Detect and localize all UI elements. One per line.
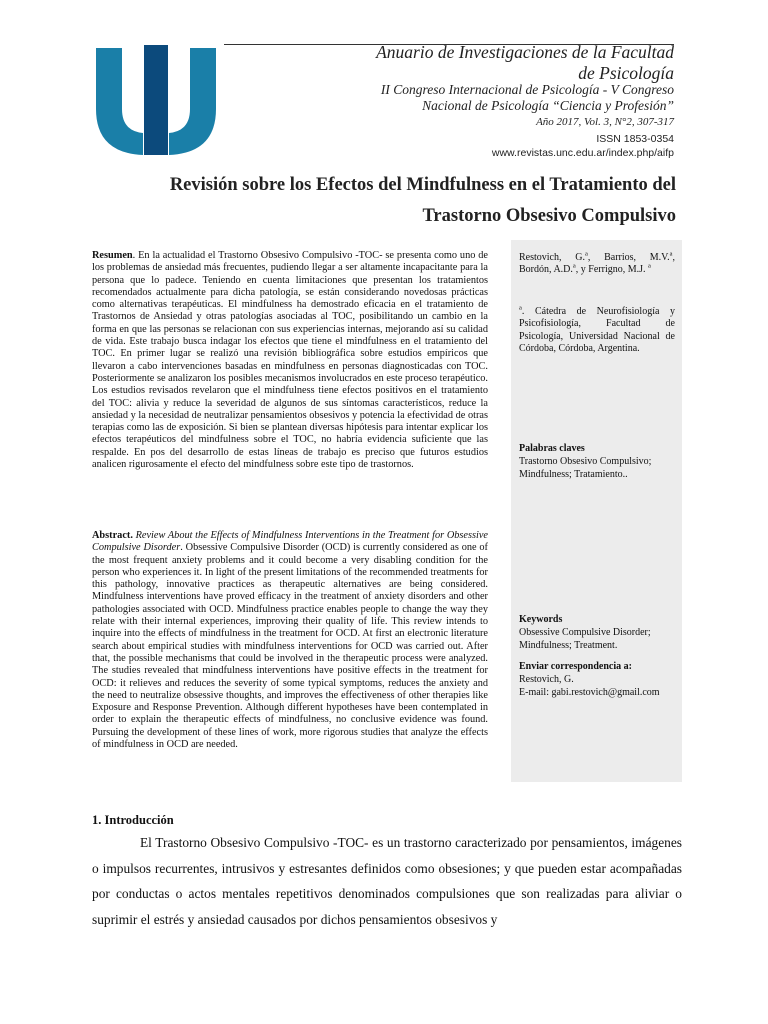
author-affiliation-mark: a [669,250,673,258]
affiliation-text: . Cátedra de Neurofisiología y Psicofisiología, Facultad de Psicología, Universidad Nacional de Córdoba, Córdoba, Argentina. [519,306,675,355]
journal-website-link[interactable]: www.revistas.unc.edu.ar/index.php/aifp [491,147,674,159]
congress-line1: II Congreso Internacional de Psicología - V Congreso [380,82,674,97]
article-title-line2: Trastorno Obsesivo Compulsivo [422,206,676,226]
keywords-es-text: Trastorno Obsesivo Compulsivo; Mindfulness; Tratamiento.. [519,456,652,480]
author-name: , y Ferrigno, M.J. [575,264,646,276]
resumen-text: . En la actualidad el Trastorno Obsesivo Compulsivo -TOC- se presenta como uno de los problemas de ansiedad más frecuentes, pudiendo llegar a ser altamente incapacitante para la persona que lo padece. Teniendo en cuenta limitaciones que presentan los tratamientos recomendados actualmente para dicha patología, se están considerando novedosas prácticas como alternativas terapéuticas. El mindfulness ha demostrado eficacia en el tratamiento de Trastornos de Ansiedad y otras patologías asociadas al TOC, posibilitando un cambio en la forma en que las personas se relacionan con sus experiencias internas, mejorando así su calidad de vida. Este trabajo busca indagar los efectos que tiene el mindfulness en el tratamiento del TOC. En primer lugar se realizó una revisión bibliográfica sobre estudios empíricos que llevaron a cabo intervenciones basadas en mindfulness en personas diagnosticadas con TOC. Posteriormente se analizaron los posibles mecanismos involucrados en este proceso terapéutico. Los estudios revisados revelaron que el mindfulness tiene efectos positivos en el tratamiento del TOC: alivia y reduce la severidad de algunos de sus síntomas característicos, reduce la ansiedad y la necesidad de neutralizar pensamientos obsesivos y potencia la efectividad de otras terapias como las de exposición. Si bien se plantean diversas hipótesis para intentar explicar los efectos terapéuticos del mindfulness sobre el TOC, no habría evidencia suficiente que las respalde. En pos del desarrollo de estas líneas de trabajo es preciso que futuros estudios analicen rigurosamente el efecto del mindfulness sobre este tipo de trastornos. [92,250,488,471]
issn: ISSN 1853-0354 [596,133,674,145]
keywords-es [519,443,675,481]
abstract-label: Abstract. [92,530,133,541]
intro-paragraph [92,830,682,932]
correspondence [519,661,675,699]
correspondence-title: Enviar correspondencia a: [519,661,632,672]
abstract-text: . Obsessive Compulsive Disorder (OCD) is currently considered as one of the most frequent anxiety problems and it could become a very disabling condition for the person who experiences it. In light of the present limitations of the recommended treatments for this pathology, innovative practices as therapeutic alternatives are being considered. Mindfulness interventions have proved efficacy in the treatment of anxiety disorders and other pathologies associated with OCD. Mindfulness practice enables people to change the way they relate with their internal experiences, improving their quality of life. This review intends to inquire into the effects of mindfulness in the treatment for OCD. At first an electronic literature search about empirical studies with mindfulness interventions for OCD was carried out. After that, the possible mechanisms that could be involved in the therapeutic process were analyzed. The studies revealed that mindfulness interventions have positive effects in the treatment for OCD: it relieves and reduces the severity of some typical symptoms, reduces the anxiety and the need to neutralize obsessive thoughts, and improves the effectiveness of other therapies like Exposure and Response Prevention. Although different hypotheses have been contemplated in order to explain the therapeutic effects of mindfulness, no conclusive evidence was found. Pursuing the development of these lines of work, more rigorous studies that analyze the effects of mindfulness in OCD are needed. [92,542,488,751]
authors [519,252,675,277]
author-name: Restovich, G. [519,252,585,263]
congress-line2: Nacional de Psicología “Ciencia y Profesión” [422,98,674,113]
article-title [100,170,676,232]
congress-name [254,82,674,114]
author-affiliation-mark: a [584,250,588,258]
correspondence-email[interactable]: E-mail: gabi.restovich@gmail.com [519,686,660,698]
journal-name-line2: de Psicología [578,63,674,83]
keywords-en [519,614,675,652]
article-title-line1: Revisión sobre los Efectos del Mindfulness en el Tratamiento del [169,175,676,195]
resumen-label: Resumen [92,250,133,261]
correspondence-name: Restovich, G. [519,674,574,686]
volume-info: Año 2017, Vol. 3, N°2, 307-317 [536,116,674,128]
author-affiliation-mark: a [648,263,651,271]
section-heading-introduccion: 1. Introducción [92,813,174,827]
author-name: , Bordón, A.D. [519,252,676,276]
journal-name-line1: Anuario de Investigaciones de la Facultad [376,42,674,62]
author-name: , Barrios, M.V. [587,252,670,263]
intro-text: El Trastorno Obsesivo Compulsivo -TOC- es un trastorno caracterizado por pensamientos, imágenes o impulsos recurrentes, intrusivos y estresantes definidos como obsesiones; y que pueden estar acompañadas por conductas o actos mentales repetitivos denominados compulsiones que son realizadas para aliviar o suprimir el estrés y ansiedad causados por dichos pensamientos obsesivos y [92,835,682,927]
abstract-english-title: Review About the Effects of Mindfulness Interventions in the Treatment for Obsessive Compulsive Disorder [92,530,488,554]
psi-letter-logo-icon [96,45,216,155]
affiliation [519,306,675,356]
keywords-en-text: Obsessive Compulsive Disorder; Mindfulness; Treatment. [519,627,651,651]
abstract-block [92,530,488,751]
keywords-es-title: Palabras claves [519,443,585,454]
resumen-block [92,250,488,471]
journal-name [254,42,674,84]
affiliation-mark: a [519,304,522,312]
author-affiliation-mark: a [572,263,576,271]
keywords-en-title: Keywords [519,614,563,625]
